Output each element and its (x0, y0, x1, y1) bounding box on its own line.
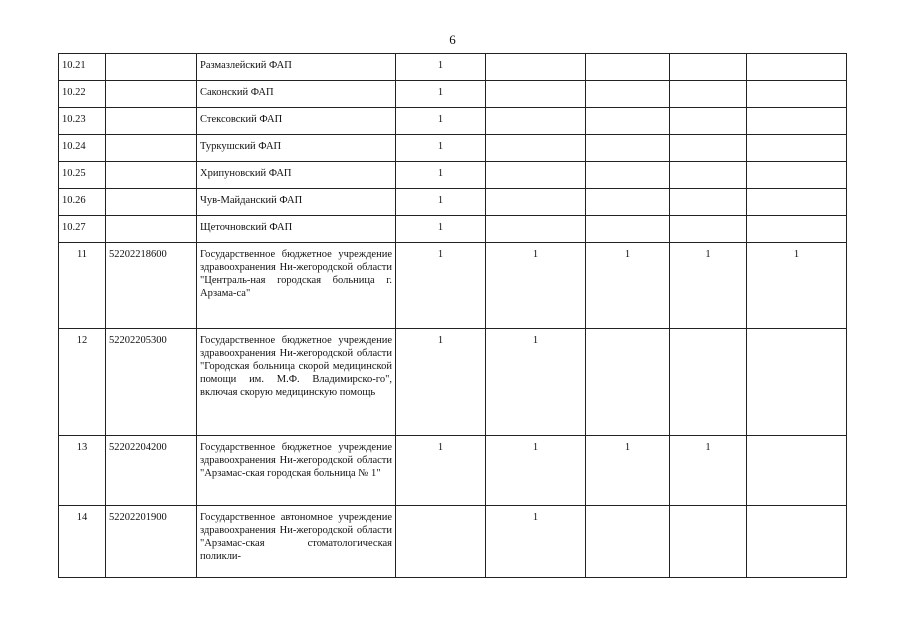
row-code (106, 135, 197, 162)
row-value-4 (670, 108, 747, 135)
table-row (59, 243, 847, 329)
row-number: 10.21 (59, 54, 106, 81)
row-value-5 (747, 135, 847, 162)
row-value-5 (747, 108, 847, 135)
row-value-3 (586, 108, 670, 135)
row-value-4 (670, 81, 747, 108)
row-value-2 (486, 189, 586, 216)
table-row (59, 162, 847, 189)
row-value-1: 1 (396, 329, 486, 436)
row-number: 10.27 (59, 216, 106, 243)
row-value-3 (586, 135, 670, 162)
row-number: 10.23 (59, 108, 106, 135)
row-name: Стексовский ФАП (197, 108, 396, 135)
row-value-5: 1 (747, 243, 847, 329)
row-value-3 (586, 216, 670, 243)
row-value-2 (486, 135, 586, 162)
row-value-4 (670, 506, 747, 578)
row-code (106, 162, 197, 189)
row-name: Туркушский ФАП (197, 135, 396, 162)
row-value-2: 1 (486, 436, 586, 506)
row-value-1: 1 (396, 162, 486, 189)
table-row (59, 436, 847, 506)
facility-table (58, 53, 847, 578)
row-number: 10.24 (59, 135, 106, 162)
row-name: Государственное бюджетное учреждение здравоохранения Ни-жегородской области "Арзамас-ская городская больница № 1" (197, 436, 396, 506)
row-value-3 (586, 54, 670, 81)
row-code (106, 81, 197, 108)
table-row (59, 81, 847, 108)
page-number: 6 (449, 32, 456, 47)
table-row (59, 189, 847, 216)
row-value-5 (747, 216, 847, 243)
row-value-4 (670, 189, 747, 216)
row-value-4 (670, 329, 747, 436)
row-value-1: 1 (396, 243, 486, 329)
row-code: 52202205300 (106, 329, 197, 436)
row-value-1: 1 (396, 81, 486, 108)
row-value-2: 1 (486, 506, 586, 578)
row-value-4 (670, 162, 747, 189)
row-value-5 (747, 436, 847, 506)
row-code (106, 108, 197, 135)
row-code (106, 216, 197, 243)
row-number: 14 (59, 506, 106, 578)
row-value-2: 1 (486, 243, 586, 329)
row-number: 12 (59, 329, 106, 436)
table-row (59, 329, 847, 436)
row-name: Саконский ФАП (197, 81, 396, 108)
row-number: 11 (59, 243, 106, 329)
row-value-5 (747, 81, 847, 108)
row-number: 10.26 (59, 189, 106, 216)
table-row (59, 506, 847, 578)
row-code: 52202218600 (106, 243, 197, 329)
row-value-4: 1 (670, 243, 747, 329)
row-value-5 (747, 162, 847, 189)
row-value-2: 1 (486, 329, 586, 436)
row-value-1: 1 (396, 216, 486, 243)
row-value-5 (747, 189, 847, 216)
row-value-4: 1 (670, 436, 747, 506)
row-value-3 (586, 506, 670, 578)
row-name: Чув-Майданский ФАП (197, 189, 396, 216)
row-value-5 (747, 54, 847, 81)
row-value-5 (747, 506, 847, 578)
row-name: Щеточновский ФАП (197, 216, 396, 243)
row-name: Государственное бюджетное учреждение здравоохранения Ни-жегородской области "Централь-ная городская больница г. Арзама-са" (197, 243, 396, 329)
row-value-1: 1 (396, 189, 486, 216)
row-code (106, 189, 197, 216)
row-number: 10.22 (59, 81, 106, 108)
row-value-3 (586, 329, 670, 436)
row-value-4 (670, 135, 747, 162)
row-value-3 (586, 189, 670, 216)
row-value-4 (670, 216, 747, 243)
row-name: Размазлейский ФАП (197, 54, 396, 81)
row-name: Государственное автономное учреждение здравоохранения Ни-жегородской области "Арзамас-ская стоматологическая поликли- (197, 506, 396, 578)
row-value-1: 1 (396, 54, 486, 81)
row-value-2 (486, 81, 586, 108)
row-code (106, 54, 197, 81)
row-name: Государственное бюджетное учреждение здравоохранения Ни-жегородской области "Городская больница скорой медицинской помощи им. М.Ф. Владимирско-го", включая скорую медицинскую помощь (197, 329, 396, 436)
table-row (59, 54, 847, 81)
row-value-3: 1 (586, 436, 670, 506)
row-value-3 (586, 162, 670, 189)
row-value-3: 1 (586, 243, 670, 329)
row-name: Хрипуновский ФАП (197, 162, 396, 189)
table-row (59, 135, 847, 162)
table-row (59, 216, 847, 243)
row-value-2 (486, 54, 586, 81)
row-value-1: 1 (396, 135, 486, 162)
row-value-3 (586, 81, 670, 108)
row-code: 52202201900 (106, 506, 197, 578)
row-number: 10.25 (59, 162, 106, 189)
row-number: 13 (59, 436, 106, 506)
row-value-1 (396, 506, 486, 578)
row-code: 52202204200 (106, 436, 197, 506)
row-value-5 (747, 329, 847, 436)
row-value-2 (486, 162, 586, 189)
row-value-2 (486, 216, 586, 243)
table-row (59, 108, 847, 135)
row-value-1: 1 (396, 436, 486, 506)
row-value-4 (670, 54, 747, 81)
row-value-1: 1 (396, 108, 486, 135)
row-value-2 (486, 108, 586, 135)
